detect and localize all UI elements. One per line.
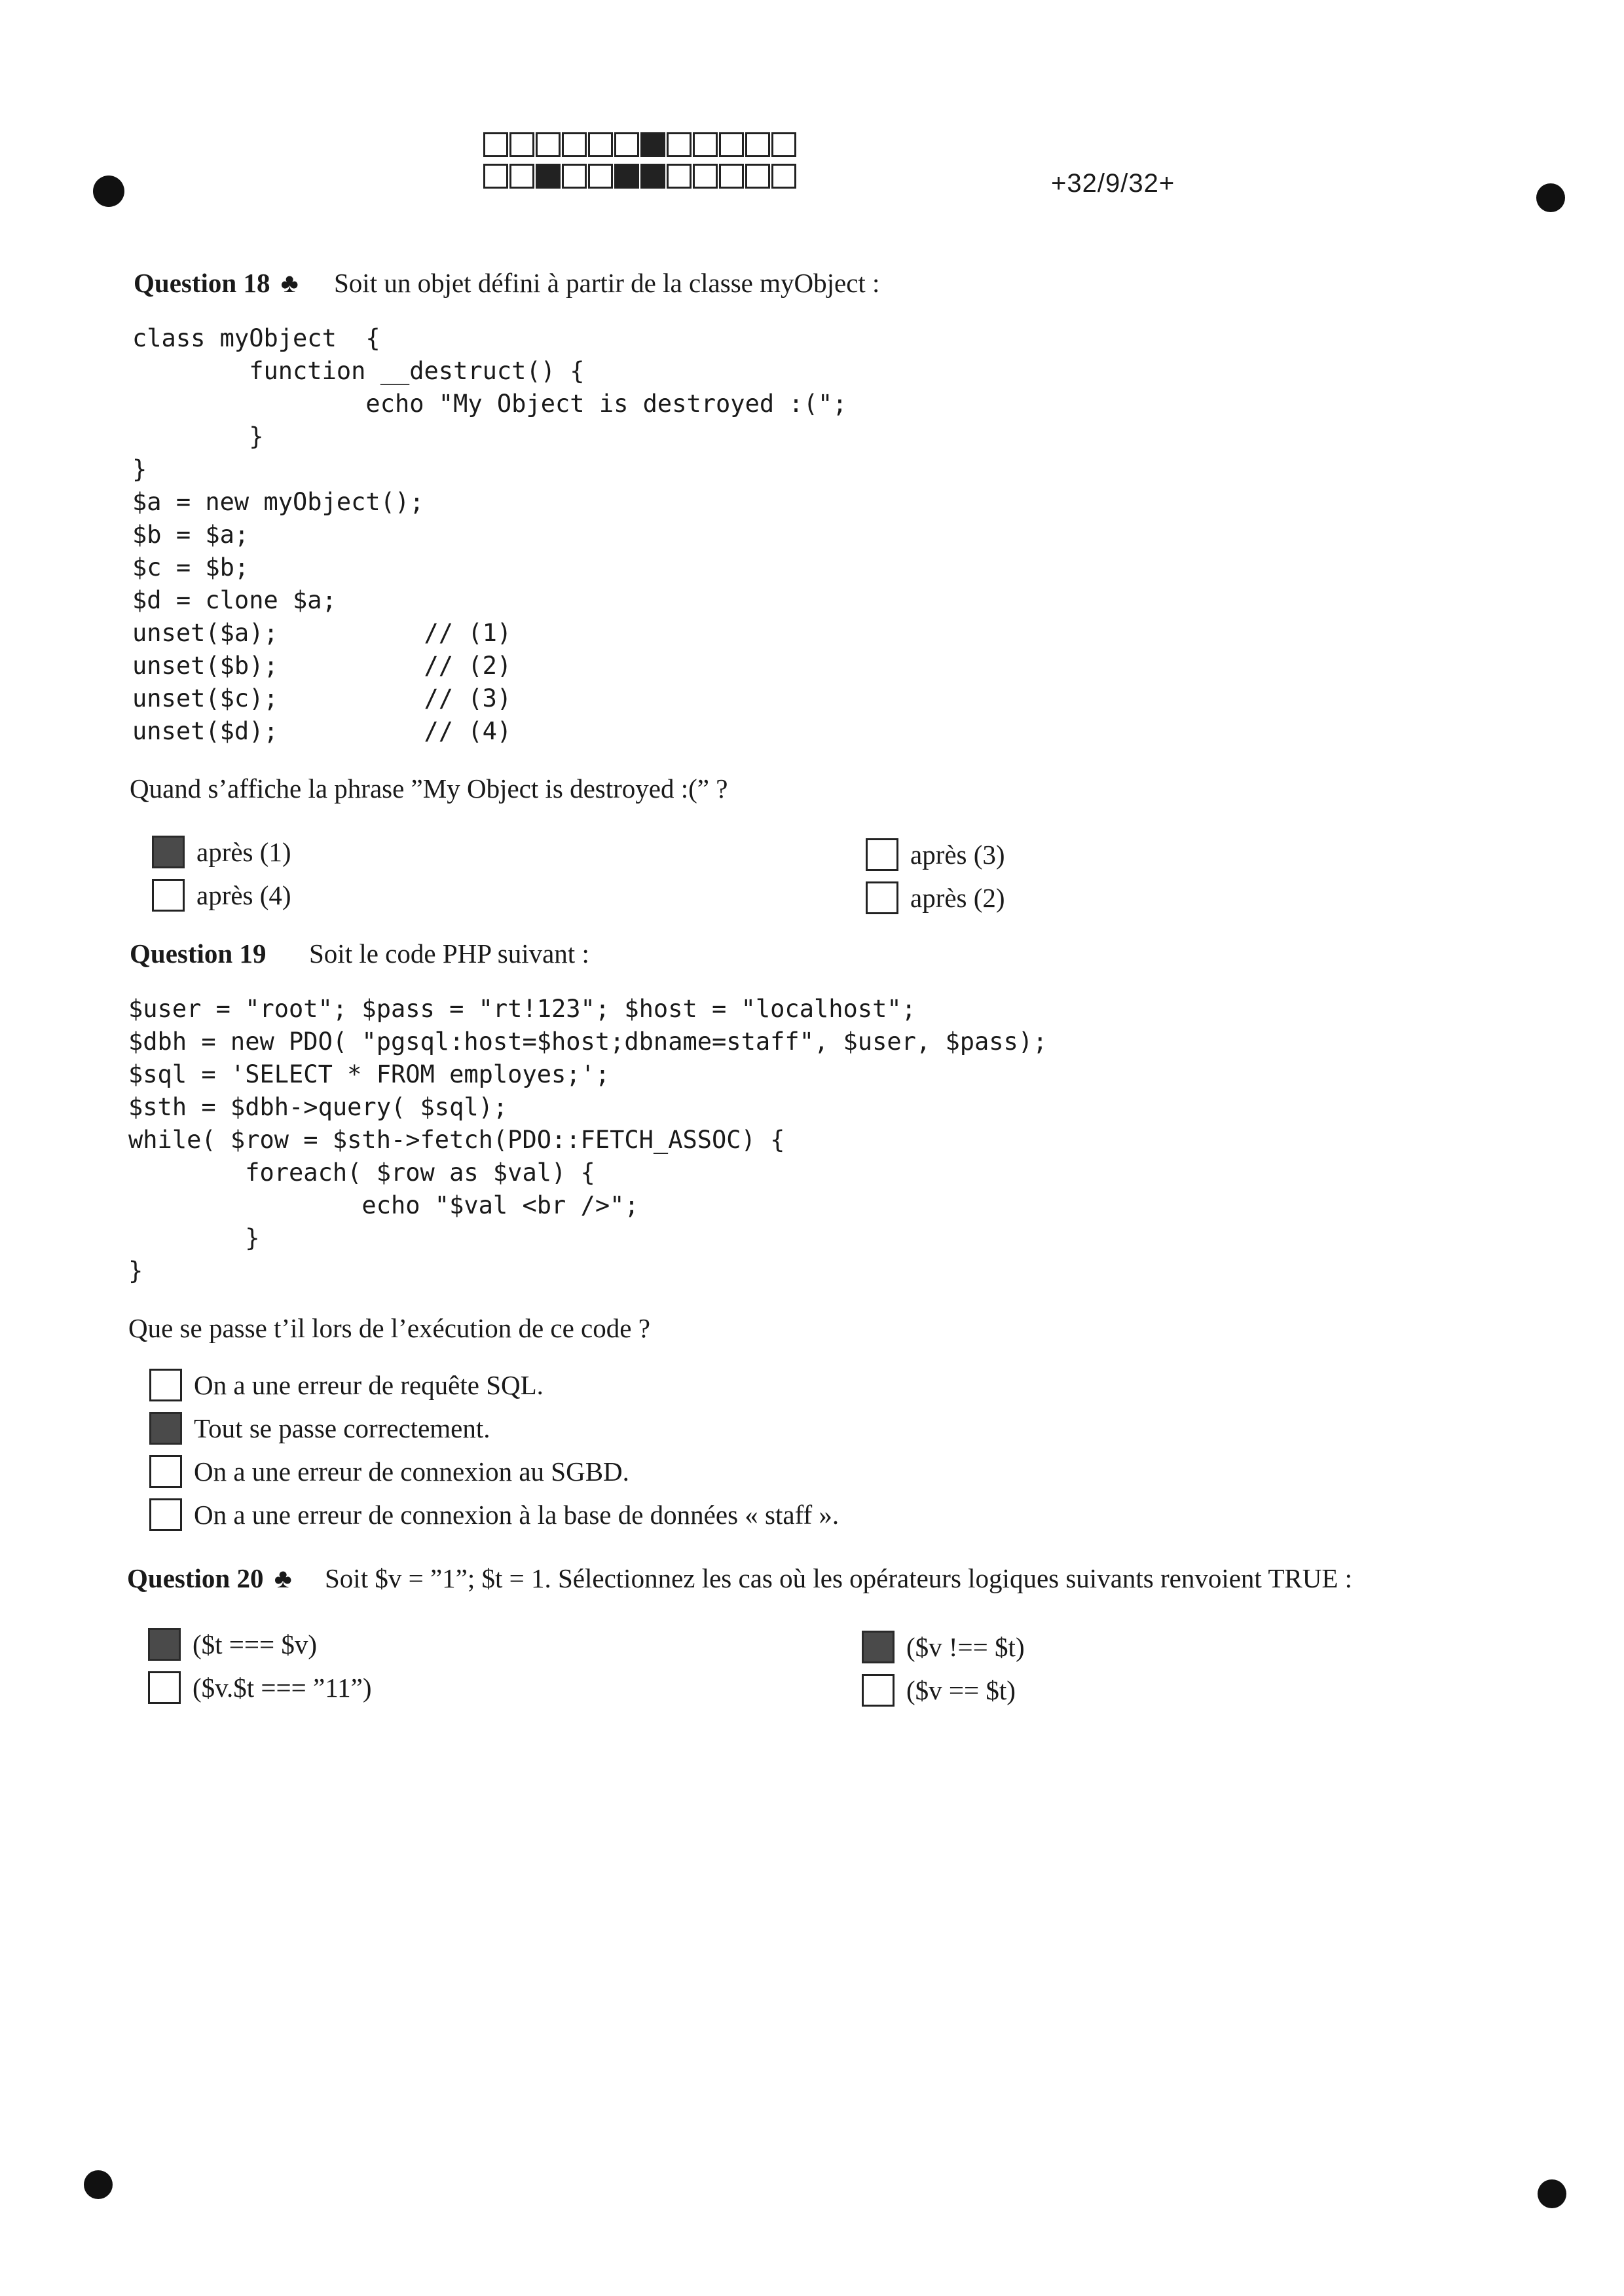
question-18-text: Soit un objet défini à partir de la classe myObject : (334, 268, 880, 298)
question-19-label: Question 19 (130, 938, 267, 969)
option-label: ($v == $t) (906, 1675, 1016, 1705)
option-label: On a une erreur de requête SQL. (194, 1370, 544, 1400)
id-grid-cell (614, 164, 639, 189)
id-grid-cell (483, 164, 508, 189)
option-label: On a une erreur de connexion à la base de données « staff ». (194, 1500, 840, 1530)
q19-option-2[interactable] (149, 1412, 490, 1445)
question-20-header (127, 1563, 1353, 1594)
id-grid-cell (640, 164, 665, 189)
checkbox[interactable] (866, 838, 898, 871)
id-grid-cell (693, 164, 718, 189)
q20-option-3[interactable] (148, 1671, 372, 1704)
question-19-text: Soit le code PHP suivant : (309, 938, 589, 969)
q18-option-2[interactable] (866, 838, 1005, 871)
option-label: Tout se passe correctement. (194, 1413, 490, 1443)
id-grid-cell (745, 164, 770, 189)
id-grid-cell (509, 164, 534, 189)
question-18-label: Question 18 (134, 268, 270, 298)
checkbox[interactable] (149, 1369, 182, 1401)
registration-mark-bottom-right (1538, 2179, 1566, 2208)
q18-option-1[interactable] (152, 836, 291, 868)
id-grid-cell (771, 132, 796, 157)
checkbox[interactable] (862, 1674, 895, 1707)
question-19-prompt: Que se passe t’il lors de l’exécution de ce code ? (128, 1313, 650, 1343)
page-id: +32/9/32+ (1051, 169, 1175, 198)
q20-option-1[interactable] (148, 1628, 317, 1661)
id-grid-cell (745, 132, 770, 157)
question-18-header (134, 267, 880, 299)
id-grid-cell (509, 132, 534, 157)
q20-option-4[interactable] (862, 1674, 1016, 1707)
checkbox[interactable] (152, 879, 185, 912)
checkbox[interactable] (148, 1628, 181, 1661)
id-grid-cell (719, 164, 744, 189)
q19-option-3[interactable] (149, 1455, 629, 1488)
q18-option-4[interactable] (866, 881, 1005, 914)
id-grid-cell (719, 132, 744, 157)
id-grid-cell (588, 164, 613, 189)
checkbox[interactable] (149, 1498, 182, 1531)
registration-mark-top-right (1536, 183, 1565, 212)
checkbox[interactable] (152, 836, 185, 868)
question-18-prompt: Quand s’affiche la phrase ”My Object is destroyed :(” ? (130, 773, 728, 804)
option-label: On a une erreur de connexion au SGBD. (194, 1456, 629, 1487)
option-label: après (2) (910, 883, 1005, 913)
option-label: ($v !== $t) (906, 1632, 1025, 1662)
checkbox[interactable] (866, 881, 898, 914)
option-label: après (4) (196, 880, 291, 910)
id-grid-cell (536, 164, 561, 189)
question-19-code: $user = "root"; $pass = "rt!123"; $host = "localhost"; $dbh = new PDO( "pgsql:host=$host;dbname=staff", $user, $pass); $sql = 'SELECT * FROM employes;'; $sth = $dbh->query( $sql); while( $row = $sth->fetch(PDO::FETCH_ASSOC) { foreach( $row as $val) { echo "$val <br />"; } } (128, 995, 1048, 1285)
question-20-text: Soit $v = ”1”; $t = 1. Sélectionnez les cas où les opérateurs logiques suivants renvoient TRUE : (325, 1563, 1353, 1593)
id-grid-cell (562, 164, 587, 189)
question-18-code: class myObject { function __destruct() { echo "My Object is destroyed :("; } } $a = new myObject(); $b = $a; $c = $b; $d = clone $a; unset($a); // (1) unset($b); // (2) unset($c); // (3) unset($d); // (4) (132, 324, 847, 745)
checkbox[interactable] (149, 1455, 182, 1488)
id-grid-cell (771, 164, 796, 189)
checkbox[interactable] (148, 1671, 181, 1704)
id-grid-cell (640, 132, 665, 157)
q19-option-4[interactable] (149, 1498, 839, 1531)
id-grid-cell (562, 132, 587, 157)
question-20-label: Question 20 (127, 1563, 264, 1593)
id-grid-row-1 (483, 132, 798, 157)
option-label: après (1) (196, 837, 291, 867)
id-grid-cell (667, 132, 692, 157)
checkbox[interactable] (149, 1412, 182, 1445)
q18-option-3[interactable] (152, 879, 291, 912)
id-grid-cell (693, 132, 718, 157)
option-label: après (3) (910, 840, 1005, 870)
id-grid-cell (614, 132, 639, 157)
club-icon: ♣ (274, 1563, 292, 1593)
question-19-header (130, 938, 589, 969)
q19-option-1[interactable] (149, 1369, 544, 1401)
option-label: ($t === $v) (193, 1629, 318, 1659)
id-grid-cell (667, 164, 692, 189)
registration-mark-bottom-left (84, 2170, 113, 2199)
q20-option-2[interactable] (862, 1631, 1025, 1663)
registration-mark-top-left (93, 176, 124, 207)
id-grid-row-2 (483, 164, 798, 189)
club-icon: ♣ (280, 268, 299, 298)
id-grid-cell (588, 132, 613, 157)
checkbox[interactable] (862, 1631, 895, 1663)
id-grid-cell (483, 132, 508, 157)
option-label: ($v.$t === ”11”) (193, 1673, 372, 1703)
id-grid-cell (536, 132, 561, 157)
